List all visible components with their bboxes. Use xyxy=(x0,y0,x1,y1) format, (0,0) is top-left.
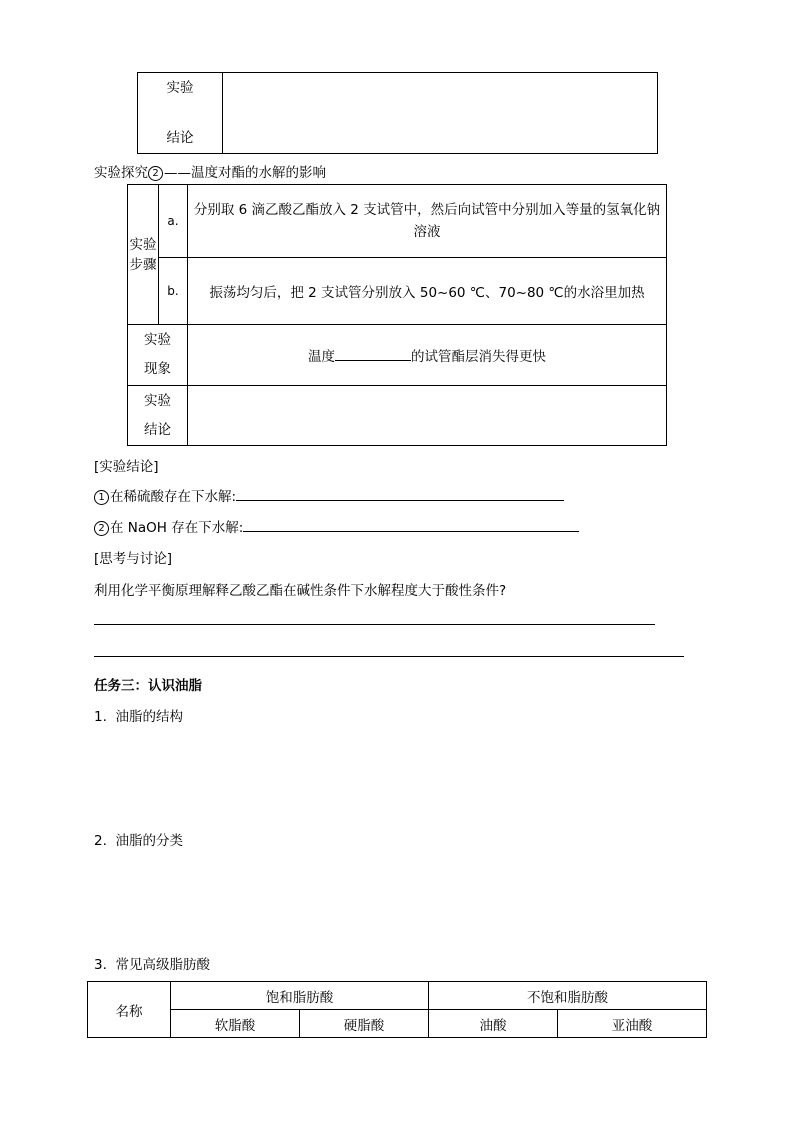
saturated-header: 饱和脂肪酸 xyxy=(171,982,429,1010)
phenomenon-after: 的试管酯层消失得更快 xyxy=(411,349,546,365)
experiment-conclusion-heading: [实验结论] xyxy=(94,459,159,475)
conclusion-item-2-text: 在 NaOH 存在下水解: xyxy=(110,520,244,536)
acid-oleic: 油酸 xyxy=(429,1010,558,1038)
task-3-item-2: 2. 油脂的分类 xyxy=(94,833,183,849)
fatty-acid-table xyxy=(87,981,707,1038)
conclusion-2-label-line2: 结论 xyxy=(144,421,171,438)
acid-palmitic: 软脂酸 xyxy=(171,1010,300,1038)
conclusion-item-2-blank xyxy=(243,531,579,532)
conclusion-content-cell xyxy=(223,73,658,154)
acid-stearic: 硬脂酸 xyxy=(300,1010,429,1038)
phenomenon-label-cell xyxy=(128,325,188,386)
experiment-2-suffix: ——温度对酯的水解的影响 xyxy=(164,165,326,181)
task-3-item-1: 1. 油脂的结构 xyxy=(94,709,183,725)
answer-line-1 xyxy=(94,624,655,625)
conclusion-item-1-blank xyxy=(236,500,564,501)
experiment-2-heading xyxy=(94,161,326,181)
answer-line-2 xyxy=(94,656,684,657)
task-3-title: 任务三：认识油脂 xyxy=(94,678,202,694)
phenomenon-cell xyxy=(188,325,667,386)
phenomenon-before: 温度 xyxy=(308,349,335,365)
step-a-marker: a. xyxy=(159,185,188,258)
conclusion-label-line1: 实验 xyxy=(166,80,194,96)
fatty-acid-name-header: 名称 xyxy=(88,982,171,1038)
circled-number-2b: 2 xyxy=(94,521,109,536)
conclusion-2-label-line1: 实验 xyxy=(144,392,171,409)
conclusion-2-label-cell xyxy=(128,386,188,446)
phenomenon-blank xyxy=(335,360,411,361)
task-3-item-3: 3. 常见高级脂肪酸 xyxy=(94,957,210,973)
experiment-2-table xyxy=(127,184,667,446)
acid-linoleic: 亚油酸 xyxy=(558,1010,707,1038)
conclusion-label-cell xyxy=(138,73,223,154)
step-b-marker: b. xyxy=(159,258,188,325)
conclusion-table-1 xyxy=(137,72,658,154)
step-a-text: 分别取 6 滴乙酸乙酯放入 2 支试管中，然后向试管中分别加入等量的氢氧化钠溶液 xyxy=(188,185,667,258)
step-b-text: 振荡均匀后，把 2 支试管分别放入 50~60 ℃、70~80 ℃的水浴里加热 xyxy=(188,258,667,325)
experiment-2-prefix: 实验探究 xyxy=(94,165,148,181)
discussion-question: 利用化学平衡原理解释乙酸乙酯在碱性条件下水解程度大于酸性条件? xyxy=(94,583,507,599)
circled-number-1: 1 xyxy=(94,490,109,505)
steps-label-cell xyxy=(128,185,159,325)
conclusion-item-1 xyxy=(94,485,564,505)
phenomenon-label-line2: 现象 xyxy=(144,361,171,377)
phenomenon-label-line1: 实验 xyxy=(144,332,171,348)
conclusion-label-line2: 结论 xyxy=(166,130,194,146)
conclusion-item-2 xyxy=(94,516,579,536)
steps-label-line2: 步骤 xyxy=(129,256,157,273)
steps-label-line1: 实验 xyxy=(129,236,157,253)
discussion-heading: [思考与讨论] xyxy=(94,551,173,567)
unsaturated-header: 不饱和脂肪酸 xyxy=(429,982,707,1010)
conclusion-2-content-cell xyxy=(188,386,667,446)
conclusion-item-1-text: 在稀硫酸存在下水解: xyxy=(110,489,237,505)
circled-number-2: 2 xyxy=(148,166,163,181)
